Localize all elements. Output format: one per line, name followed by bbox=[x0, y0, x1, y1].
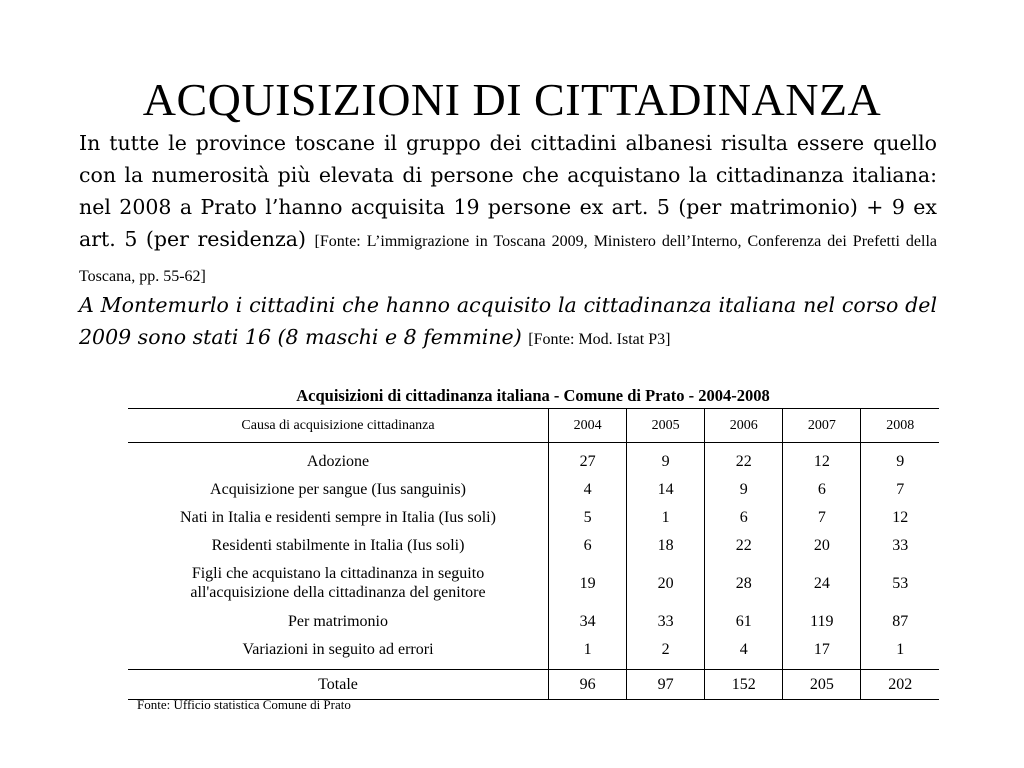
cell-value: 4 bbox=[549, 475, 627, 503]
paragraph-montemurlo-text: A Montemurlo i cittadini che hanno acquisito la cittadinanza italiana nel corso del 2009 sono stati 16 (8 maschi e 8 femmine) bbox=[79, 293, 937, 349]
cell-value: 5 bbox=[549, 503, 627, 531]
cell-value: 1 bbox=[549, 635, 627, 670]
table-footnote: Fonte: Ufficio statistica Comune di Prato bbox=[137, 697, 351, 712]
cell-value: 7 bbox=[783, 503, 861, 531]
cell-value: 17 bbox=[783, 635, 861, 670]
cell-value: 27 bbox=[549, 443, 627, 476]
page-title: ACQUISIZIONI DI CITTADINANZA bbox=[142, 73, 882, 125]
cell-value: 12 bbox=[783, 443, 861, 476]
table-header-row bbox=[128, 409, 939, 443]
cell-value: 6 bbox=[549, 531, 627, 559]
header-year: 2004 bbox=[549, 409, 627, 443]
cell-value: 6 bbox=[783, 475, 861, 503]
table-caption: Acquisizioni di cittadinanza italiana - Comune di Prato - 2004-2008 bbox=[296, 386, 770, 405]
cell-value: 6 bbox=[705, 503, 783, 531]
cell-value: 22 bbox=[705, 531, 783, 559]
cell-value: 2 bbox=[627, 635, 705, 670]
total-value: 152 bbox=[705, 670, 783, 700]
cell-value: 22 bbox=[705, 443, 783, 476]
cell-value: 18 bbox=[627, 531, 705, 559]
cell-value: 7 bbox=[861, 475, 939, 503]
cell-value: 20 bbox=[783, 531, 861, 559]
table-row bbox=[128, 635, 939, 670]
cell-value: 9 bbox=[861, 443, 939, 476]
total-value: 97 bbox=[627, 670, 705, 700]
table-row bbox=[128, 475, 939, 503]
cell-value: 14 bbox=[627, 475, 705, 503]
total-value: 205 bbox=[783, 670, 861, 700]
cell-value: 34 bbox=[549, 607, 627, 635]
total-label: Totale bbox=[128, 670, 549, 700]
row-label: Per matrimonio bbox=[288, 612, 388, 630]
row-label: Variazioni in seguito ad errori bbox=[242, 640, 434, 658]
header-cause: Causa di acquisizione cittadinanza bbox=[128, 409, 549, 443]
paragraph-albanesi-source: [Fonte: L’immigrazione in Toscana 2009, Ministero dell’Interno, Conferenza dei Prefetti della Toscana, pp. 55-62] bbox=[79, 233, 938, 285]
cell-value: 24 bbox=[783, 559, 861, 607]
cell-value: 33 bbox=[861, 531, 939, 559]
citizenship-table bbox=[128, 408, 939, 700]
table-row bbox=[128, 559, 939, 607]
header-year: 2006 bbox=[705, 409, 783, 443]
cell-value: 9 bbox=[627, 443, 705, 476]
row-label: Figli che acquistano la cittadinanza in seguito all'acquisizione della cittadinanza del genitore bbox=[190, 565, 486, 601]
cell-value: 1 bbox=[861, 635, 939, 670]
cell-value: 61 bbox=[705, 607, 783, 635]
cell-value: 19 bbox=[549, 559, 627, 607]
cell-value: 4 bbox=[705, 635, 783, 670]
total-value: 202 bbox=[861, 670, 939, 700]
row-label: Adozione bbox=[306, 452, 370, 470]
row-label: Acquisizione per sangue (Ius sanguinis) bbox=[210, 480, 466, 498]
header-year: 2008 bbox=[861, 409, 939, 443]
cell-value: 20 bbox=[627, 559, 705, 607]
row-label: Nati in Italia e residenti sempre in Italia (Ius soli) bbox=[180, 508, 496, 526]
cell-value: 33 bbox=[627, 607, 705, 635]
cell-value: 28 bbox=[705, 559, 783, 607]
paragraph-montemurlo-source: [Fonte: Mod. Istat P3] bbox=[528, 331, 671, 348]
table-total-row bbox=[128, 670, 939, 700]
cell-value: 119 bbox=[783, 607, 861, 635]
table-row bbox=[128, 607, 939, 635]
table-row bbox=[128, 503, 939, 531]
cell-value: 87 bbox=[861, 607, 939, 635]
table-row bbox=[128, 443, 939, 476]
header-year: 2005 bbox=[627, 409, 705, 443]
cell-value: 9 bbox=[705, 475, 783, 503]
table-row bbox=[128, 531, 939, 559]
row-label: Residenti stabilmente in Italia (Ius soli) bbox=[211, 536, 465, 554]
paragraph-albanesi-text: In tutte le province toscane il gruppo dei cittadini albanesi risulta essere quello con la numerosità più elevata di persone che acquistano la cittadinanza italiana: nel 2008 a Prato l’hanno acquisita 19 persone ex art. 5 (per matrimonio) + 9 ex art. 5 (per residenza) bbox=[79, 131, 937, 251]
paragraph-montemurlo bbox=[79, 289, 937, 356]
total-value: 96 bbox=[549, 670, 627, 700]
cell-value: 53 bbox=[861, 559, 939, 607]
cell-value: 1 bbox=[627, 503, 705, 531]
paragraph-albanesi bbox=[79, 127, 937, 293]
header-year: 2007 bbox=[783, 409, 861, 443]
cell-value: 12 bbox=[861, 503, 939, 531]
